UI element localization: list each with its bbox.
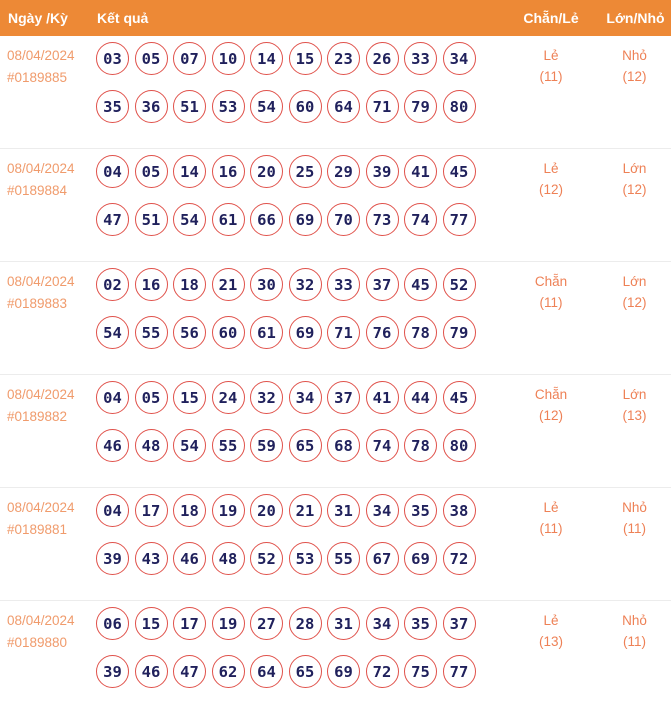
lottery-ball: 21 — [289, 494, 322, 527]
date-period-cell — [0, 36, 95, 148]
lottery-ball: 41 — [366, 381, 399, 414]
lottery-ball: 61 — [250, 316, 283, 349]
column-header-even-odd: Chẵn/Lẻ — [523, 10, 579, 26]
lottery-ball: 14 — [173, 155, 206, 188]
big-small-cell — [606, 488, 671, 600]
lottery-ball: 39 — [96, 542, 129, 575]
lottery-ball: 10 — [212, 42, 245, 75]
date-period-cell — [0, 149, 95, 261]
lottery-ball: 34 — [289, 381, 322, 414]
lottery-ball: 54 — [250, 90, 283, 123]
lottery-ball: 76 — [366, 316, 399, 349]
numbers-line-2 — [96, 542, 496, 575]
even-odd-count: (12) — [538, 182, 563, 197]
even-odd-cell — [496, 262, 606, 374]
lottery-ball: 34 — [443, 42, 476, 75]
lottery-ball: 54 — [173, 429, 206, 462]
results-cell — [95, 601, 496, 713]
lottery-ball: 73 — [366, 203, 399, 236]
big-small-cell — [606, 601, 671, 713]
lottery-ball: 39 — [96, 655, 129, 688]
lottery-ball: 51 — [135, 203, 168, 236]
lottery-ball: 51 — [173, 90, 206, 123]
even-odd-count: (11) — [539, 521, 563, 536]
lottery-ball: 04 — [96, 155, 129, 188]
results-cell — [95, 36, 496, 148]
results-cell — [95, 149, 496, 261]
table-row — [0, 488, 671, 601]
lottery-ball: 33 — [327, 268, 360, 301]
draw-date: 08/04/2024 — [7, 161, 75, 176]
table-row — [0, 36, 671, 149]
big-small-count: (12) — [622, 69, 647, 84]
even-odd-value: Chẵn — [534, 274, 568, 289]
numbers-line-1 — [96, 494, 496, 527]
lottery-ball: 79 — [443, 316, 476, 349]
lottery-ball: 20 — [250, 494, 283, 527]
results-cell — [95, 262, 496, 374]
lottery-ball: 69 — [327, 655, 360, 688]
lottery-ball: 69 — [289, 203, 322, 236]
lottery-ball: 54 — [173, 203, 206, 236]
lottery-ball: 31 — [327, 607, 360, 640]
lottery-ball: 55 — [212, 429, 245, 462]
big-small-count: (13) — [622, 408, 647, 423]
lottery-ball: 34 — [366, 494, 399, 527]
big-small-value: Lớn — [622, 161, 647, 176]
lottery-ball: 19 — [212, 494, 245, 527]
lottery-ball: 62 — [212, 655, 245, 688]
lottery-ball: 18 — [173, 494, 206, 527]
lottery-ball: 48 — [212, 542, 245, 575]
lottery-ball: 44 — [404, 381, 437, 414]
lottery-ball: 17 — [135, 494, 168, 527]
lottery-ball: 15 — [289, 42, 322, 75]
draw-date: 08/04/2024 — [7, 613, 75, 628]
draw-period: #0189884 — [7, 183, 68, 198]
lottery-ball: 19 — [212, 607, 245, 640]
lottery-ball: 06 — [96, 607, 129, 640]
draw-date: 08/04/2024 — [7, 274, 75, 289]
lottery-ball: 26 — [366, 42, 399, 75]
lottery-ball: 64 — [250, 655, 283, 688]
big-small-cell — [606, 149, 671, 261]
table-row — [0, 601, 671, 713]
lottery-ball: 46 — [96, 429, 129, 462]
lottery-ball: 74 — [404, 203, 437, 236]
draw-period: #0189885 — [7, 70, 68, 85]
lottery-ball: 79 — [404, 90, 437, 123]
even-odd-cell — [496, 149, 606, 261]
lottery-ball: 17 — [173, 607, 206, 640]
lottery-ball: 05 — [135, 155, 168, 188]
lottery-ball: 52 — [250, 542, 283, 575]
even-odd-cell — [496, 36, 606, 148]
lottery-ball: 43 — [135, 542, 168, 575]
lottery-ball: 03 — [96, 42, 129, 75]
big-small-value: Nhỏ — [622, 500, 647, 515]
even-odd-value: Lẻ — [543, 48, 559, 63]
even-odd-cell — [496, 601, 606, 713]
numbers-line-2 — [96, 203, 496, 236]
date-period-cell — [0, 488, 95, 600]
lottery-ball: 37 — [366, 268, 399, 301]
lottery-ball: 30 — [250, 268, 283, 301]
draw-date: 08/04/2024 — [7, 387, 75, 402]
lottery-ball: 36 — [135, 90, 168, 123]
table-header-row — [0, 0, 671, 36]
lottery-ball: 15 — [135, 607, 168, 640]
results-cell — [95, 488, 496, 600]
date-period-cell — [0, 601, 95, 713]
even-odd-count: (12) — [538, 408, 563, 423]
lottery-ball: 18 — [173, 268, 206, 301]
lottery-ball: 61 — [212, 203, 245, 236]
big-small-cell — [606, 375, 671, 487]
lottery-ball: 15 — [173, 381, 206, 414]
numbers-line-1 — [96, 381, 496, 414]
draw-period: #0189880 — [7, 635, 68, 650]
even-odd-count: (11) — [539, 295, 563, 310]
lottery-ball: 05 — [135, 42, 168, 75]
lottery-ball: 31 — [327, 494, 360, 527]
lottery-ball: 04 — [96, 494, 129, 527]
lottery-ball: 45 — [443, 381, 476, 414]
lottery-ball: 80 — [443, 429, 476, 462]
results-table-body — [0, 36, 671, 713]
lottery-ball: 72 — [443, 542, 476, 575]
lottery-ball: 70 — [327, 203, 360, 236]
lottery-ball: 16 — [135, 268, 168, 301]
column-header-results: Kết quả — [97, 10, 149, 26]
lottery-ball: 71 — [366, 90, 399, 123]
even-odd-value: Lẻ — [543, 613, 559, 628]
numbers-line-1 — [96, 268, 496, 301]
lottery-ball: 25 — [289, 155, 322, 188]
lottery-ball: 77 — [443, 655, 476, 688]
lottery-ball: 28 — [289, 607, 322, 640]
draw-date: 08/04/2024 — [7, 48, 75, 63]
big-small-count: (12) — [622, 295, 647, 310]
lottery-ball: 53 — [289, 542, 322, 575]
lottery-ball: 39 — [366, 155, 399, 188]
numbers-line-2 — [96, 90, 496, 123]
lottery-ball: 35 — [96, 90, 129, 123]
lottery-ball: 45 — [443, 155, 476, 188]
lottery-ball: 64 — [327, 90, 360, 123]
lottery-ball: 38 — [443, 494, 476, 527]
lottery-ball: 80 — [443, 90, 476, 123]
table-row — [0, 262, 671, 375]
lottery-ball: 55 — [135, 316, 168, 349]
even-odd-count: (13) — [538, 634, 563, 649]
table-row — [0, 149, 671, 262]
lottery-ball: 46 — [135, 655, 168, 688]
big-small-count: (11) — [622, 521, 646, 536]
lottery-ball: 37 — [327, 381, 360, 414]
lottery-ball: 53 — [212, 90, 245, 123]
big-small-count: (12) — [622, 182, 647, 197]
even-odd-count: (11) — [539, 69, 563, 84]
lottery-ball: 78 — [404, 316, 437, 349]
lottery-ball: 46 — [173, 542, 206, 575]
lottery-ball: 74 — [366, 429, 399, 462]
lottery-ball: 69 — [404, 542, 437, 575]
lottery-ball: 02 — [96, 268, 129, 301]
date-period-cell — [0, 375, 95, 487]
lottery-ball: 59 — [250, 429, 283, 462]
lottery-ball: 04 — [96, 381, 129, 414]
lottery-ball: 14 — [250, 42, 283, 75]
even-odd-value: Lẻ — [543, 500, 559, 515]
results-cell — [95, 375, 496, 487]
big-small-value: Lớn — [622, 274, 647, 289]
lottery-ball: 35 — [404, 494, 437, 527]
lottery-ball: 67 — [366, 542, 399, 575]
lottery-ball: 65 — [289, 429, 322, 462]
lottery-ball: 32 — [250, 381, 283, 414]
lottery-ball: 48 — [135, 429, 168, 462]
big-small-value: Nhỏ — [622, 48, 647, 63]
numbers-line-1 — [96, 607, 496, 640]
lottery-ball: 77 — [443, 203, 476, 236]
numbers-line-1 — [96, 42, 496, 75]
date-period-cell — [0, 262, 95, 374]
numbers-line-2 — [96, 429, 496, 462]
lottery-ball: 47 — [173, 655, 206, 688]
big-small-cell — [606, 262, 671, 374]
column-header-date-period: Ngày /Kỳ — [8, 10, 68, 26]
lottery-ball: 16 — [212, 155, 245, 188]
even-odd-value: Lẻ — [543, 161, 559, 176]
lottery-ball: 37 — [443, 607, 476, 640]
lottery-ball: 27 — [250, 607, 283, 640]
lottery-ball: 65 — [289, 655, 322, 688]
even-odd-cell — [496, 375, 606, 487]
lottery-ball: 60 — [212, 316, 245, 349]
numbers-line-1 — [96, 155, 496, 188]
lottery-ball: 24 — [212, 381, 245, 414]
even-odd-cell — [496, 488, 606, 600]
lottery-ball: 05 — [135, 381, 168, 414]
table-row — [0, 375, 671, 488]
lottery-ball: 41 — [404, 155, 437, 188]
lottery-ball: 71 — [327, 316, 360, 349]
lottery-ball: 69 — [289, 316, 322, 349]
numbers-line-2 — [96, 655, 496, 688]
draw-period: #0189883 — [7, 296, 68, 311]
lottery-ball: 68 — [327, 429, 360, 462]
lottery-ball: 75 — [404, 655, 437, 688]
lottery-ball: 54 — [96, 316, 129, 349]
lottery-ball: 32 — [289, 268, 322, 301]
big-small-cell — [606, 36, 671, 148]
draw-period: #0189882 — [7, 409, 68, 424]
big-small-count: (11) — [622, 634, 646, 649]
column-header-big-small: Lớn/Nhỏ — [606, 10, 665, 26]
lottery-ball: 20 — [250, 155, 283, 188]
draw-period: #0189881 — [7, 522, 68, 537]
lottery-ball: 29 — [327, 155, 360, 188]
numbers-line-2 — [96, 316, 496, 349]
lottery-ball: 56 — [173, 316, 206, 349]
lottery-ball: 07 — [173, 42, 206, 75]
even-odd-value: Chẵn — [534, 387, 568, 402]
lottery-ball: 45 — [404, 268, 437, 301]
lottery-ball: 60 — [289, 90, 322, 123]
big-small-value: Lớn — [622, 387, 647, 402]
lottery-ball: 55 — [327, 542, 360, 575]
lottery-ball: 47 — [96, 203, 129, 236]
lottery-ball: 21 — [212, 268, 245, 301]
lottery-ball: 52 — [443, 268, 476, 301]
lottery-ball: 23 — [327, 42, 360, 75]
lottery-ball: 33 — [404, 42, 437, 75]
lottery-ball: 78 — [404, 429, 437, 462]
lottery-ball: 66 — [250, 203, 283, 236]
big-small-value: Nhỏ — [622, 613, 647, 628]
lottery-ball: 35 — [404, 607, 437, 640]
lottery-ball: 34 — [366, 607, 399, 640]
lottery-ball: 72 — [366, 655, 399, 688]
draw-date: 08/04/2024 — [7, 500, 75, 515]
